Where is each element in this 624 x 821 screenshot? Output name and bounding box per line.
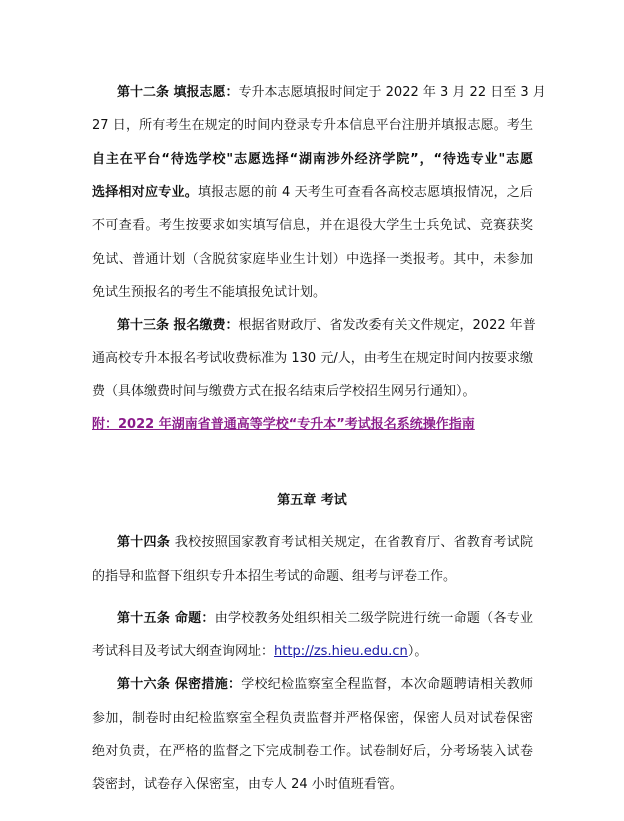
article12-line	[92, 117, 533, 135]
article-text: 袋密封，试卷存入保密室，由专人 24 小时值班看管。	[92, 777, 403, 792]
article12-line	[92, 217, 533, 235]
article-text: 学校纪检监察室全程监督，本次命题聘请相关教师	[241, 677, 533, 692]
chapter-title: 第五章 考试	[277, 493, 347, 508]
article13-line	[92, 350, 533, 368]
article16-line	[117, 676, 533, 694]
article-text: 费（具体缴费时间与缴费方式在报名结束后学校招生网另行通知）。	[92, 384, 476, 399]
article-text: 专升本志愿填报时间定于 2022 年 3 月 22 日至 3 月	[238, 85, 546, 100]
article-heading: 第十三条 报名缴费：	[117, 318, 239, 333]
article12-line	[92, 284, 533, 302]
article-text: 参加，制卷时由纪检监察室全程负责监督并严格保密，保密人员对试卷保密	[92, 711, 533, 726]
article12-line	[117, 84, 546, 102]
article-heading: 第十二条 填报志愿：	[117, 85, 239, 100]
article-text: 通高校专升本报名考试收费标准为 130 元/人，由考生在规定时间内按要求缴	[92, 351, 533, 366]
article-text: ）。	[407, 644, 428, 659]
article14-line	[92, 568, 533, 586]
attachment-guide-link[interactable]: 附：2022 年湖南省普通高等学校“专升本”考试报名系统操作指南	[92, 417, 475, 432]
article-text: 填报志愿的前 4 天考生可查看各高校志愿填报情况，之后	[198, 185, 533, 200]
article-text: 的指导和监督下组织专升本招生考试的命题、组考与评卷工作。	[92, 569, 457, 584]
article-text: 由学校教务处组织相关二级学院进行统一命题（各专业	[214, 611, 533, 626]
article-text: 免试、普通计划（含脱贫家庭毕业生计划）中选择一类报考。其中，未参加	[92, 252, 533, 267]
article-heading: 第十六条 保密措施：	[117, 677, 242, 692]
article12-line	[92, 251, 533, 269]
article12-line	[92, 184, 533, 202]
article-text: 不可查看。考生按要求如实填写信息，并在退役大学生士兵免试、竞赛获奖	[92, 218, 533, 233]
article13-line	[117, 317, 536, 335]
article16-line	[92, 710, 533, 728]
article-text: 根据省财政厅、省发改委有关文件规定，2022 年普	[238, 318, 536, 333]
article-text: 我校按照国家教育考试相关规定，在省教育厅、省教育考试院	[174, 535, 533, 550]
article-heading: 自主在平台“待选学校"志愿选择“湖南涉外经济学院”，“待选专业"志愿	[92, 152, 533, 167]
article-text: 考试科目及考试大纲查询网址：	[92, 644, 275, 659]
article-text: 绝对负责，在严格的监督之下完成制卷工作。试卷制好后，分考场装入试卷	[92, 744, 533, 759]
article15-line	[92, 643, 533, 661]
article12-line	[92, 151, 533, 169]
article13-line	[92, 383, 533, 401]
url-link[interactable]: http://zs.hieu.edu.cn	[274, 644, 408, 659]
article16-line	[92, 776, 533, 794]
article-heading: 选择相对应专业。	[92, 185, 199, 200]
article-text: 免试生预报名的考生不能填报免试计划。	[92, 285, 327, 300]
article-text: 27 日，所有考生在规定的时间内登录专升本信息平台注册并填报志愿。考生	[92, 118, 533, 133]
article-heading: 第十五条 命题：	[117, 611, 215, 626]
article15-line	[117, 610, 533, 628]
article-heading: 第十四条	[117, 535, 175, 550]
article14-line	[117, 534, 533, 552]
article16-line	[92, 743, 533, 761]
